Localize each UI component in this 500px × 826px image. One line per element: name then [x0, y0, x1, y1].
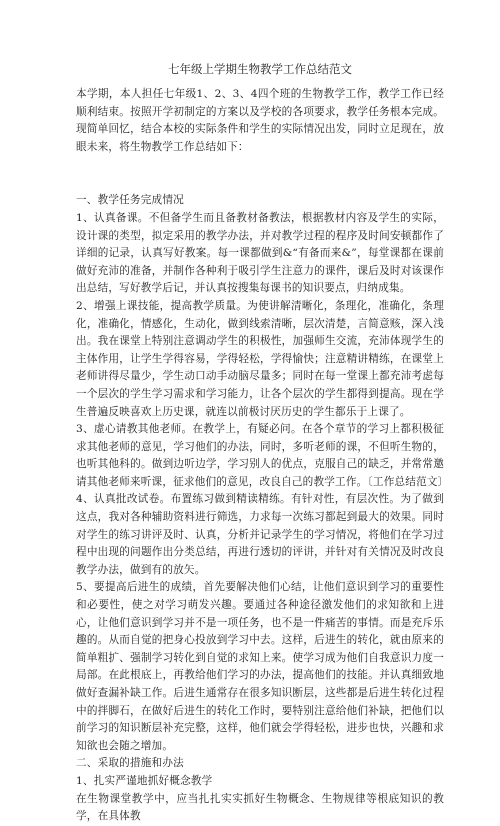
paragraph-teaching-skills: 2、增强上课技能，提高教学质量。为使讲解清晰化，条理化，准确化，条理化，准确化，情感化，生动化，做到线索清晰，层次清楚，言简意赅，深入浅出。我在课堂上特别注意调动学生的积极性，加强师生交流，充沛体现学生的主体作用，让学生学得容易，学得轻松，学得愉快；注意精讲精练，在课堂上老师讲得尽量少，学生动口动手动脑尽量多；同时在每一堂课上都充沛考虑每一个层次的学生学习需求和学习能力，让各个层次的学生都得到提高。现在学生普遍反映喜欢上历史课，就连以前极讨厌历史的学生都乐于上课了。 [76, 299, 444, 418]
paragraph-ask-teachers: 3、虚心请教其他老师。在教学上，有疑必问。在各个章节的学习上都积极征求其他老师的意见，学习他们的办法，同时，多听老师的课，不但听生物的，也听其他科的。做到边听边学，学习别人的优点，克服自己的缺乏，并常常邀请其他老师来听课，征求他们的意见，改良自己的教学工作。〔工作总结范文〕 [76, 423, 449, 488]
paragraph-concept-teaching: 在生物课堂教学中，应当扎扎实实抓好生物概念、生物规律等根底知识的教学，在具体教 [76, 792, 444, 823]
paragraph-prepare-lessons: 1、认真备课。不但备学生而且备教材备教法，根据教材内容及学生的实际，设计课的类型，拟定采用的教学办法，并对教学过程的程序及时间安顿都作了详细的记录，认真写好教案。每一课都做到&“有备而来&”，每堂课都在课前做好充沛的准备，并制作各种利于吸引学生注意力的课件，课后及时对该课作出总结，写好教学后记，并认真按搜集每课书的知识要点，归纳成集。 [76, 211, 444, 295]
paragraph-lagging-students: 5、要提高后进生的成绩，首先要解决他们心结，让他们意识到学习的重要性和必要性，使之对学习萌发兴趣。要通过各种途径激发他们的求知欲和上进心，让他们意识到学习并不是一项任务，也不是一件痛苦的事情。而是充斥乐趣的。从而自觉的把身心投放到学习中去。这样，后进生的转化，就由原来的简单粗扩、强制学习转化到自觉的求知上来。使学习成为他们自我意识力度一局部。在此根底上，再教给他们学习的办法，提高他们的技能。并认真细致地做好查漏补缺工作。后进生通常存在很多知识断层，这些都是后进生转化过程中的拌脚石，在做好后进生的转化工作时，要特别注意给他们补缺，把他们以前学习的知识断层补充完整，这样，他们就会学得轻松，进步也快，兴趣和求知欲也会随之增加。 [76, 581, 444, 752]
document-title: 七年级上学期生物教学工作总结范文 [168, 62, 352, 76]
subsection-heading-1: 1、扎实严谨地抓好概念教学 [76, 774, 213, 787]
section-heading-1: 一、教学任务完成情况 [76, 194, 184, 207]
section-heading-2: 二、采取的措施和办法 [76, 757, 184, 770]
intro-paragraph: 本学期，本人担任七年级1、2、3、4四个班的生物教学工作，教学工作已经顺利结束。按照开学初制定的方案以及学校的各项要求，教学任务根本完成。现简单回忆，结合本校的实际条件和学生的实际情况出发，同时立足现在，放眼未来，将生物教学工作总结如下： [76, 88, 444, 153]
section-gap [76, 156, 444, 192]
paragraph-grade-papers: 4、认真批改试卷。布置练习做到精读精练。有针对性，有层次性。为了做到这点，我对各种辅助资料进行筛选，力求每一次练习都起到最大的效果。同时对学生的练习讲评及时、认真，分析并记录学生的学习情况，将他们在学习过程中出现的问题作出分类总结，再进行透切的评讲，并针对有关情况及时改良教学办法，做到有的放矢。 [76, 493, 444, 576]
